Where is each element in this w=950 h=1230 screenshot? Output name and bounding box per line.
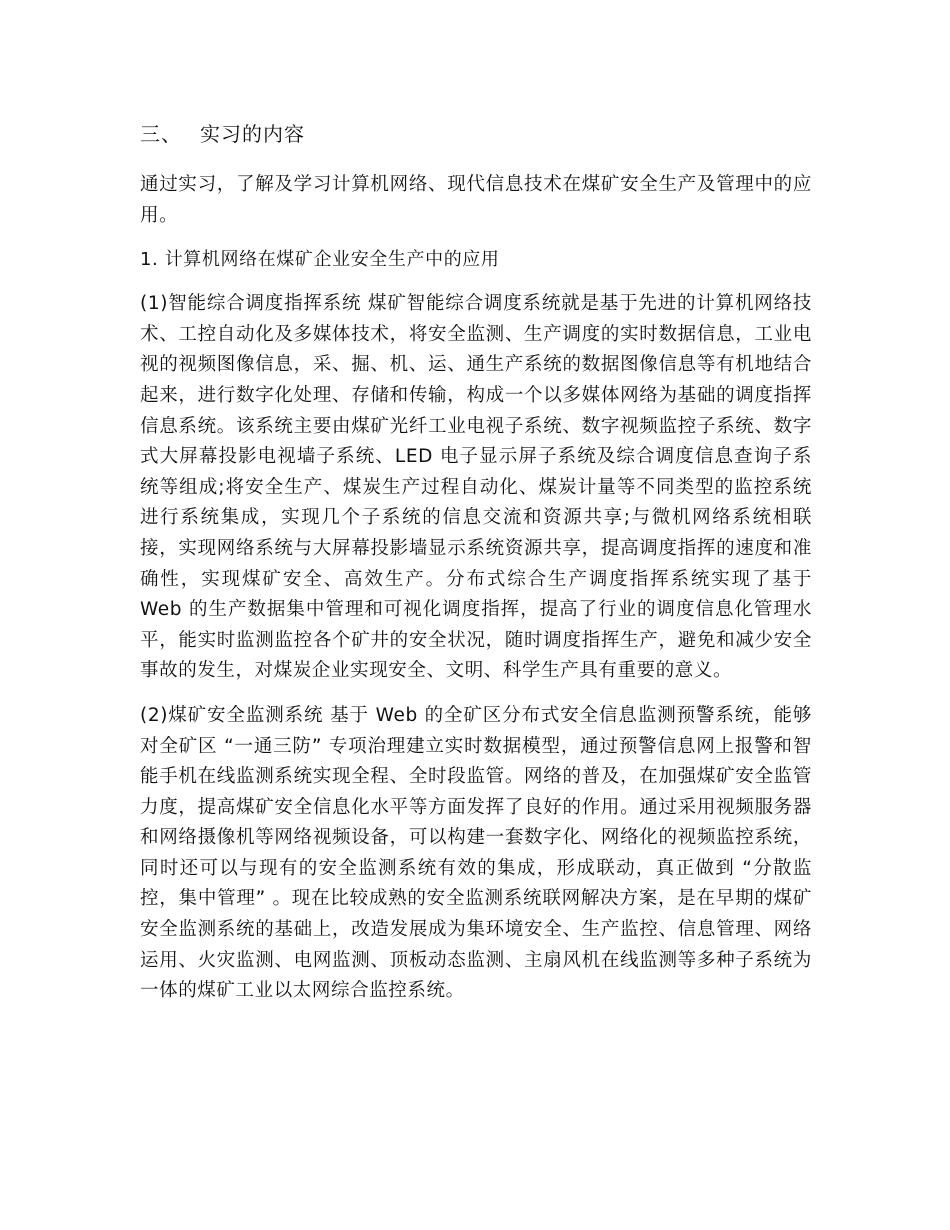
- document-page: [140, 118, 812, 1021]
- section-number: 三、: [140, 122, 182, 146]
- paragraph-safety-monitoring: (2)煤矿安全监测系统 基于 Web 的全矿区分布式安全信息监测预警系统，能够对全矿区 “一通三防” 专项治理建立实时数据模型，通过预警信息网上报警和智能手机在线监测系统实现全程、全时段监管。网络的普及，在加强煤矿安全监管力度，提高煤矿安全信息化水平等方面发挥了良好的作用。通过采用视频服务器和网络摄像机等网络视频设备，可以构建一套数字化、网络化的视频监控系统，同时还可以与现有的安全监测系统有效的集成，形成联动，真正做到 “分散监控，集中管理” 。现在比较成熟的安全监测系统联网解决方案，是在早期的煤矿安全监测系统的基础上，改造发展成为集环境安全、生产监控、信息管理、网络运用、火灾监测、电网监测、顶板动态监测、主扇风机在线监测等多种子系统为一体的煤矿工业以太网综合监控系统。: [140, 704, 812, 1002]
- section-heading: [140, 118, 812, 150]
- intro-paragraph: 通过实习，了解及学习计算机网络、现代信息技术在煤矿安全生产及管理中的应用。: [140, 174, 812, 226]
- paragraph-dispatch-system: (1)智能综合调度指挥系统 煤矿智能综合调度系统就是基于先进的计算机网络技术、工控自动化及多媒体技术，将安全监测、生产调度的实时数据信息，工业电视的视频图像信息，采、掘、机、运、通生产系统的数据图像信息等有机地结合起来，进行数字化处理、存储和传输，构成一个以多媒体网络为基础的调度指挥信息系统。该系统主要由煤矿光纤工业电视子系统、数字视频监控子系统、数字式大屏幕投影电视墙子系统、LED 电子显示屏子系统及综合调度信息查询子系统等组成;将安全生产、煤炭生产过程自动化、煤炭计量等不同类型的监控系统进行系统集成，实现几个子系统的信息交流和资源共享;与微机网络系统相联接，实现网络系统与大屏幕投影墙显示系统资源共享，提高调度指挥的速度和准确性，实现煤矿安全、高效生产。分布式综合生产调度指挥系统实现了基于 Web 的生产数据集中管理和可视化调度指挥，提高了行业的调度信息化管理水平，能实时监测监控各个矿井的安全状况，随时调度指挥生产，避免和减少安全事故的发生，对煤炭企业实现安全、文明、科学生产具有重要的意义。: [140, 293, 812, 682]
- subsection-heading: 1. 计算机网络在煤矿企业安全生产中的应用: [140, 249, 500, 271]
- section-title: 实习的内容: [200, 122, 305, 146]
